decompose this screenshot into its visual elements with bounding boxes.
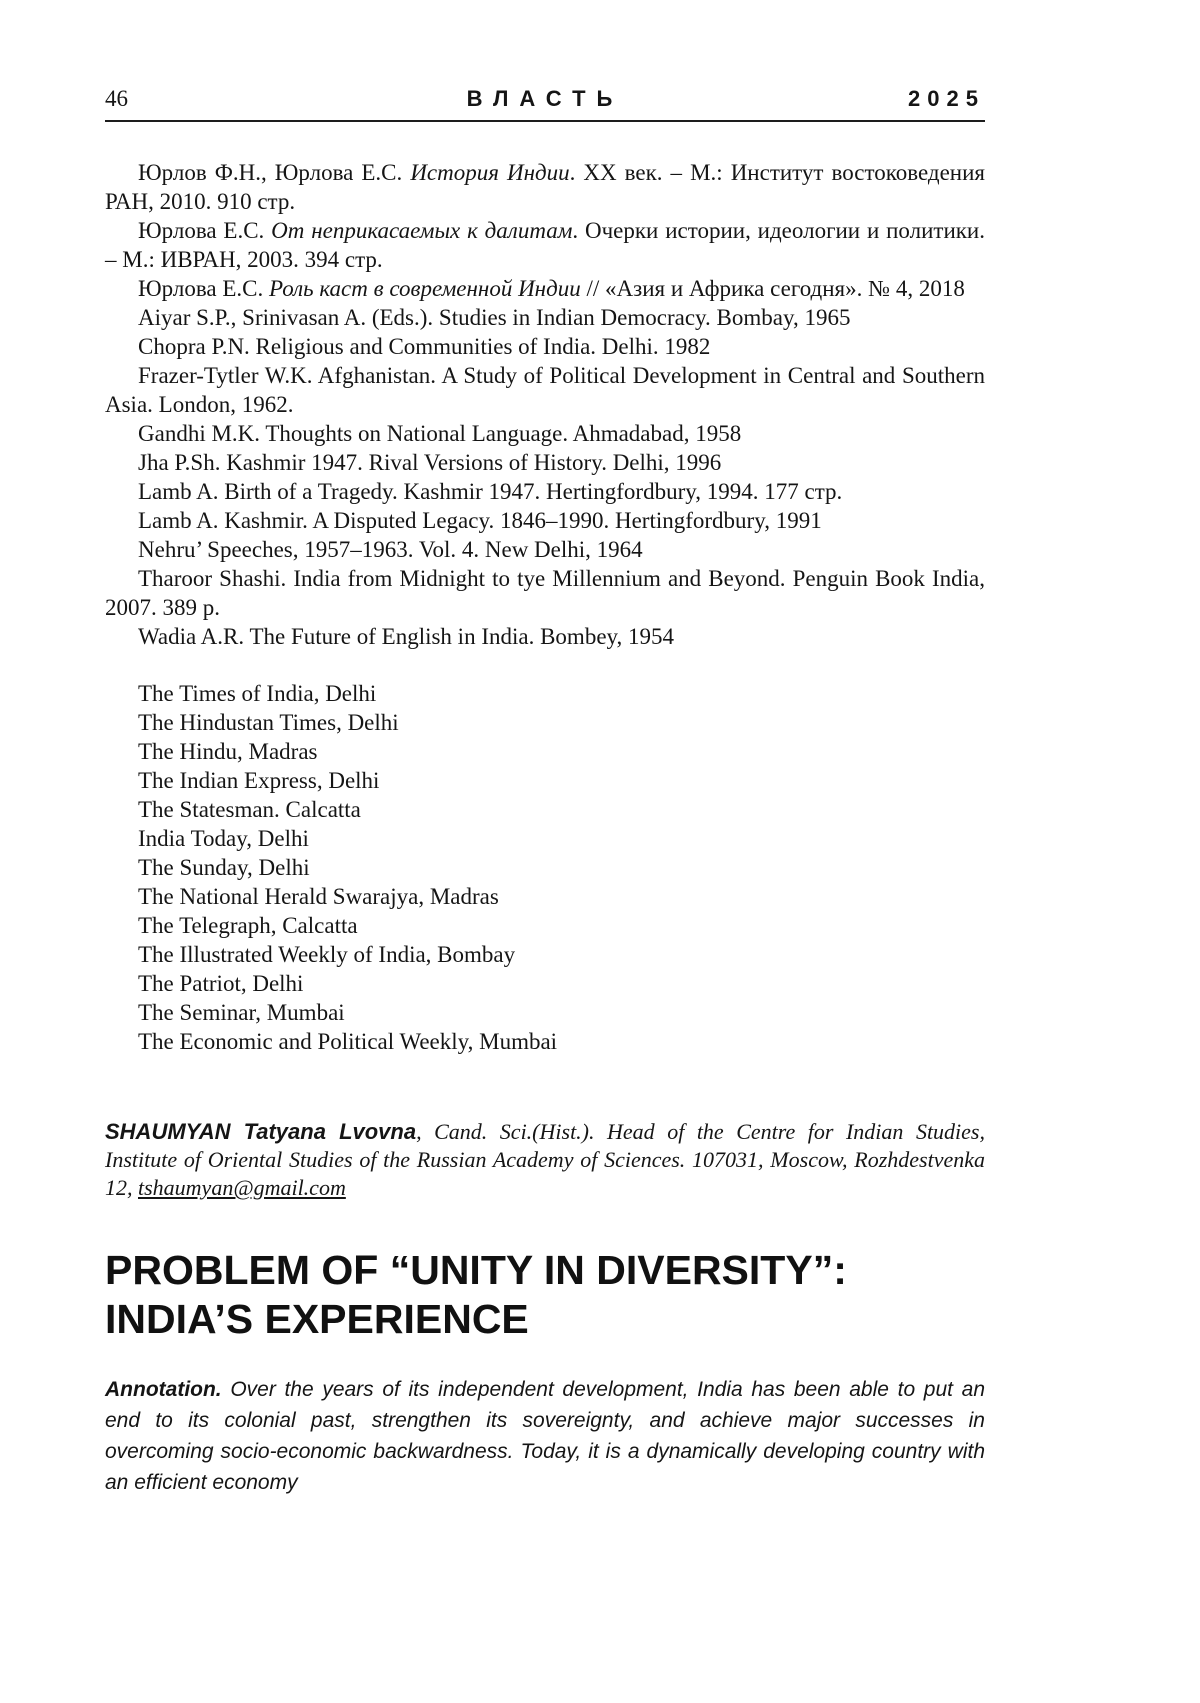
newspaper-item: The National Herald Swarajya, Madras: [138, 884, 499, 909]
page-number: 46: [105, 86, 128, 111]
bib-text: Aiyar S.P., Srinivasan A. (Eds.). Studies in Indian Democracy. Bombay, 1965: [138, 305, 851, 330]
bib-entry: [105, 622, 985, 651]
author-block: [105, 1118, 985, 1202]
article-title: [105, 1246, 985, 1344]
annotation-text: Over the years of its independent development, India has been able to put an end to its colonial past, strengthen its sovereignty, and achieve major successes in overcoming socio-economic backwardness. Today, it is a dynamically developing country with an efficient economy: [105, 1378, 985, 1494]
newspaper-item: The Illustrated Weekly of India, Bombay: [138, 942, 516, 967]
bib-text: Lamb A. Kashmir. A Disputed Legacy. 1846–1990. Hertingfordbury, 1991: [138, 508, 822, 533]
newspaper-item: The Economic and Political Weekly, Mumbai: [138, 1029, 558, 1054]
newspaper-item: The Seminar, Mumbai: [138, 1000, 345, 1025]
bib-text: // «Азия и Африка сегодня». № 4, 2018: [580, 276, 965, 301]
bib-entry: [105, 564, 985, 622]
annotation-label: Annotation.: [105, 1378, 222, 1401]
article-title-line-1: PROBLEM OF “UNITY IN DIVERSITY”:: [105, 1247, 847, 1293]
newspaper-item: India Today, Delhi: [138, 826, 309, 851]
bib-entry: [105, 477, 985, 506]
bib-text: . XX век. – М.: Институт востоковедения РАН, 2010. 910 стр.: [105, 160, 985, 214]
article-title-line-2: INDIA’S EXPERIENCE: [105, 1296, 529, 1342]
bib-entry: [105, 448, 985, 477]
newspaper-item: The Telegraph, Calcatta: [138, 913, 358, 938]
page-header: [105, 86, 985, 122]
bib-entry: [105, 535, 985, 564]
bib-text: Chopra P.N. Religious and Communities of India. Delhi. 1982: [138, 334, 711, 359]
bib-title-italic: От неприкасаемых к далитам: [271, 218, 573, 243]
journal-title: ВЛАСТЬ: [466, 86, 624, 111]
bib-entry: [105, 506, 985, 535]
bib-title-italic: История Индии: [410, 160, 570, 185]
bib-text: Nehru’ Speeches, 1957–1963. Vol. 4. New Delhi, 1964: [138, 537, 643, 562]
bib-entry: [105, 332, 985, 361]
bibliography-section: [105, 158, 985, 651]
annotation: [105, 1374, 985, 1498]
bib-text: Jha P.Sh. Kashmir 1947. Rival Versions of History. Delhi, 1996: [138, 450, 722, 475]
author-name: SHAUMYAN Tatyana Lvovna: [105, 1119, 417, 1144]
newspaper-item: The Indian Express, Delhi: [138, 768, 380, 793]
newspaper-item: The Hindustan Times, Delhi: [138, 710, 399, 735]
author-affiliation: , Cand. Sci.(Hist.). Head of the Centre for Indian Studies, Institute of Oriental Studies of the Russian Academy of Sciences. 107031, Moscow, Rozhdestvenka 12,: [105, 1119, 985, 1200]
bib-text: Юрлова Е.С.: [138, 276, 269, 301]
bib-text: Юрлова Е.С.: [138, 218, 272, 243]
newspaper-item: The Times of India, Delhi: [138, 681, 377, 706]
bib-text: Tharoor Shashi. India from Midnight to tye Millennium and Beyond. Penguin Book India, 2007. 389 p.: [105, 566, 985, 620]
bib-text: Юрлов Ф.Н., Юрлова Е.С.: [138, 160, 411, 185]
bib-text: Gandhi M.K. Thoughts on National Language. Ahmadabad, 1958: [138, 421, 742, 446]
newspaper-item: The Hindu, Madras: [138, 739, 318, 764]
bib-text: Wadia A.R. The Future of English in India. Bombey, 1954: [138, 624, 675, 649]
bib-title-italic: Роль каст в современной Индии: [268, 276, 581, 301]
newspaper-list: [105, 679, 985, 1056]
bib-entry: [105, 216, 985, 274]
bib-entry: [105, 158, 985, 216]
bib-text: Frazer-Tytler W.K. Afghanistan. A Study of Political Development in Central and Southern Asia. London, 1962.: [105, 363, 985, 417]
newspaper-item: The Statesman. Calcatta: [138, 797, 361, 822]
bib-text: Lamb A. Birth of a Tragedy. Kashmir 1947. Hertingfordbury, 1994. 177 стр.: [138, 479, 843, 504]
bib-entry: [105, 419, 985, 448]
bib-entry: [105, 361, 985, 419]
journal-year: 2025: [908, 86, 985, 111]
author-email-link[interactable]: tshaumyan@gmail.com: [138, 1175, 346, 1200]
bib-text: . Очерки истории, идеологии и политики. – М.: ИВРАН, 2003. 394 стр.: [105, 218, 985, 272]
bib-entry: [105, 303, 985, 332]
newspaper-item: The Patriot, Delhi: [138, 971, 304, 996]
newspaper-item: The Sunday, Delhi: [138, 855, 310, 880]
bib-entry: [105, 274, 985, 303]
